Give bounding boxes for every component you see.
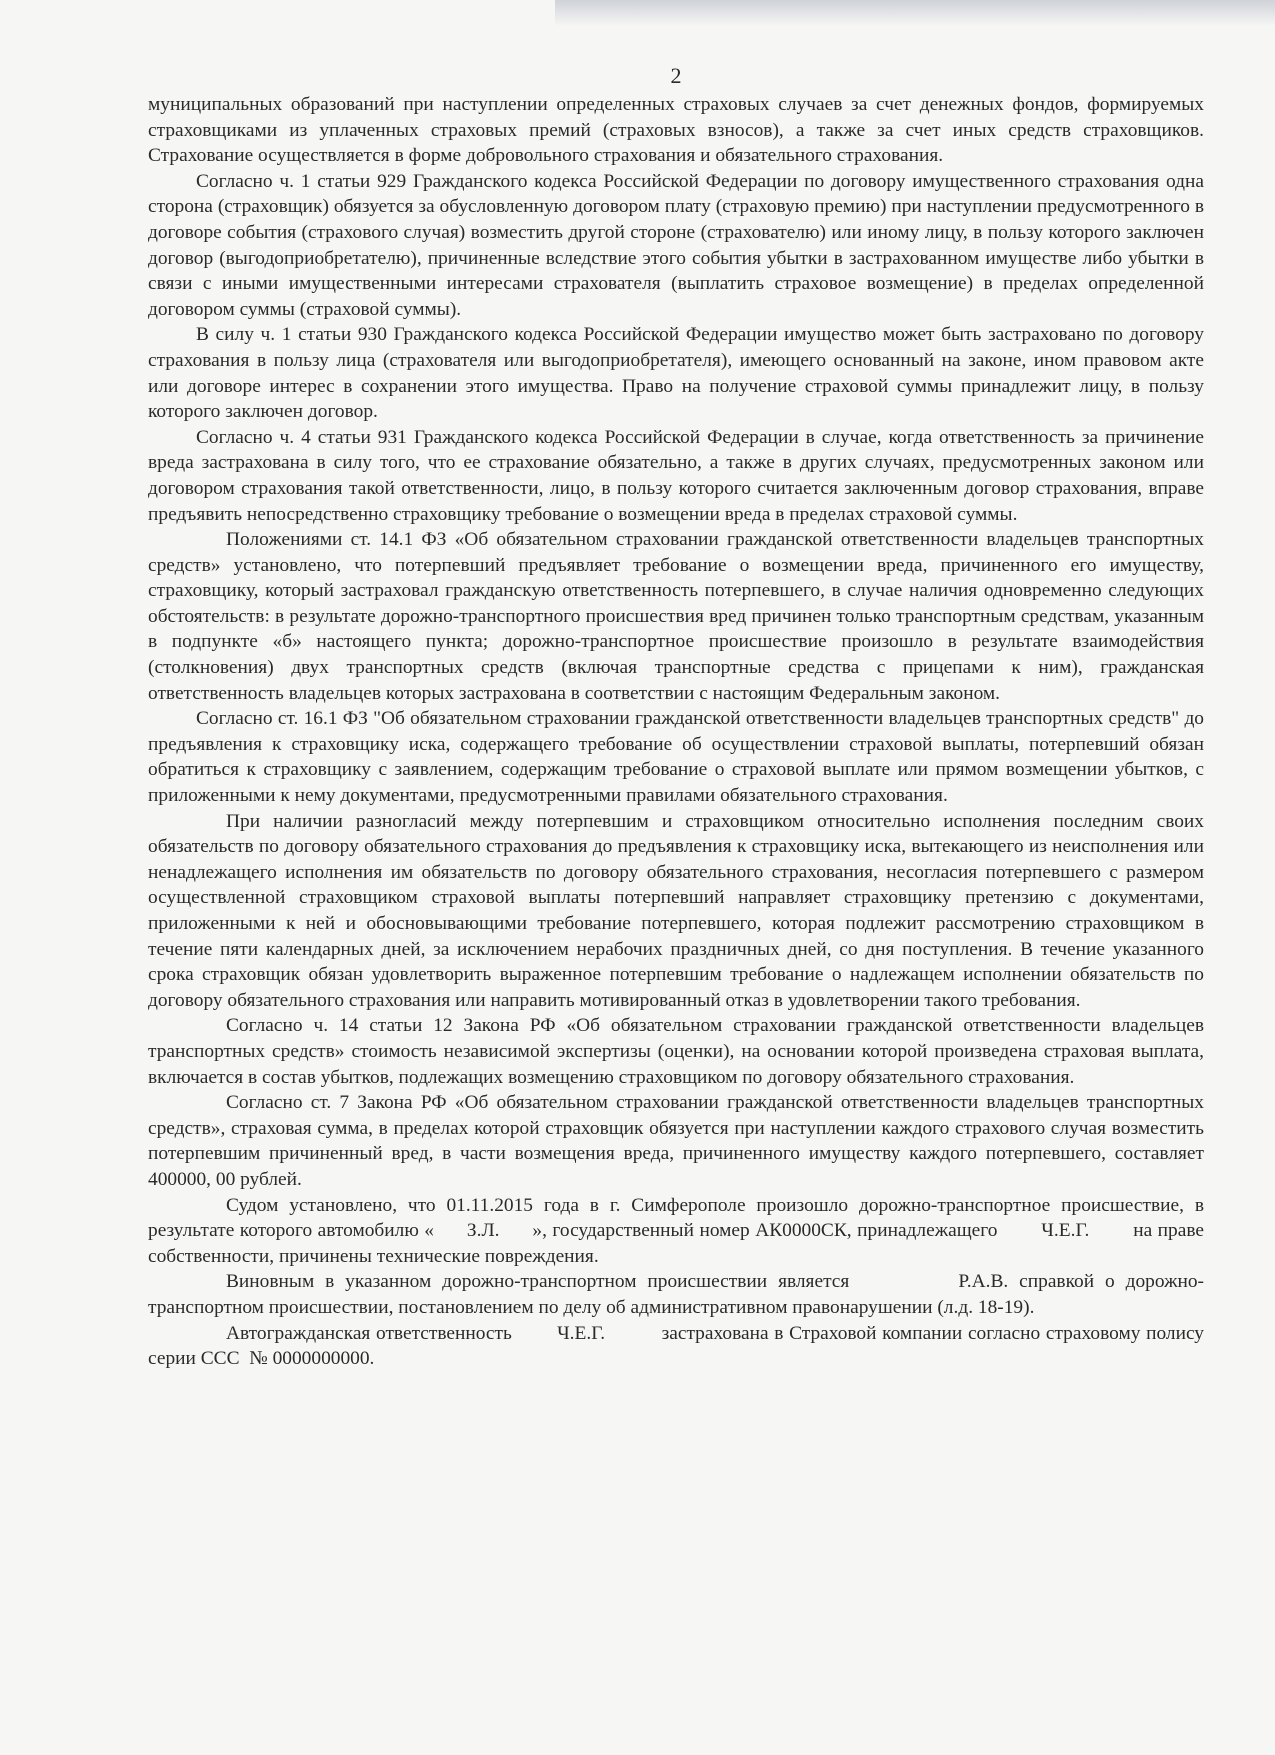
paragraph: Согласно ч. 14 статьи 12 Закона РФ «Об обязательном страховании гражданской ответственности владельцев транспортных средств» стоимость независимой экспертизы (оценки), на основании которой произведена страховая выплата, включается в состав убытков, подлежащих возмещению страховщиком по договору обязательного страхования. — [148, 1015, 1204, 1088]
paragraph: При наличии разногласий между потерпевшим и страховщиком относительно исполнения последним своих обязательств по договору обязательного страхования до предъявления к страховщику иска, вытекающего из неисполнения или ненадлежащего исполнения им обязательств по договору обязательного страхования, несогласия потерпевшего с размером осуществленной страховщиком страховой выплаты потерпевший направляет страховщику претензию с документами, приложенными к ней и обосновывающими требование потерпевшего, которая подлежит рассмотрению страховщиком в течение пяти календарных дней, за исключением нерабочих праздничных дней, со дня поступления. В течение указанного срока страховщик обязан удовлетворить выраженное потерпевшим требование о надлежащем исполнении обязательств по договору обязательного страхования или направить мотивированный отказ в удовлетворении такого требования. — [148, 810, 1204, 1011]
paragraph: Согласно ст. 7 Закона РФ «Об обязательном страховании гражданской ответственности владельцев транспортных средств», страховая сумма, в пределах которой страховщик обязуется при наступлении каждого страхового случая возместить потерпевшим причиненный вред, в части возмещения вреда, причиненного имуществу каждого потерпевшего, составляет 400000, 00 рублей. — [148, 1092, 1204, 1190]
paragraph: В силу ч. 1 статьи 930 Гражданского кодекса Российской Федерации имущество может быть застраховано по договору страхования в пользу лица (страхователя или выгодоприобретателя), имеющего основанный на законе, ином правовом акте или договоре интерес в сохранении этого имущества. Право на получение страховой суммы принадлежит лицу, в пользу которого заключен договор. — [148, 324, 1204, 423]
paragraph: Положениями ст. 14.1 ФЗ «Об обязательном страховании гражданской ответственности владельцев транспортных средств» установлено, что потерпевший предъявляет требование о возмещении вреда, причиненного его имуществу, страховщику, который застраховал гражданскую ответственность потерпевшего, в случае наличия одновременно следующих обстоятельств: в результате дорожно-транспортного происшествия вред причинен только транспортным средствам, указанным в подпункте «б» настоящего пункта; дорожно-транспортное происшествие произошло в результате взаимодействия (столкновения) двух транспортных средств (включая транспортные средства с прицепами к ним), гражданская ответственность владельцев которых застрахована в соответствии с настоящим Федеральным законом. — [148, 529, 1204, 704]
paragraph: Автогражданская ответственность Ч.Е.Г. застрахована в Страховой компании согласно страховому полису серии ССС № 0000000000. — [148, 1322, 1209, 1370]
paragraph: муниципальных образований при наступлении определенных страховых случаев за счет денежных фондов, формируемых страховщиками из уплаченных страховых премий (страховых взносов), а также за счет иных средств страховщиков. Страхование осуществляется в форме добровольного страхования и обязательного страхования. — [148, 94, 1204, 167]
paragraph: Виновным в указанном дорожно-транспортном происшествии является Р.А.В. справкой о дорожно-транспортном происшествии, постановлением по делу об административном правонарушении (л.д. 18-19). — [148, 1271, 1204, 1318]
paragraph: Согласно ч. 1 статьи 929 Гражданского кодекса Российской Федерации по договору имущественного страхования одна сторона (страховщик) обязуется за обусловленную договором плату (страховую премию) при наступлении предусмотренного в договоре события (страхового случая) возместить другой стороне (страхователю) или иному лицу, в пользу которого заключен договор (выгодоприобретателю), причиненные вследствие этого события убытки в застрахованном имуществе либо убытки в связи с иными имущественными интересами страхователя (выплатить страховое возмещение) в пределах определенной договором суммы (страховой суммы). — [148, 170, 1204, 320]
scan-edge-shadow — [555, 0, 1275, 26]
paragraph: Судом установлено, что 01.11.2015 года в г. Симферополе произошло дорожно-транспортное происшествие, в результате которого автомобилю « З.Л. », государственный номер АК0000СК, принадлежащего Ч.Е.Г. на праве собственности, причинены технические повреждения. — [148, 1194, 1209, 1267]
paragraph: Согласно ст. 16.1 ФЗ "Об обязательном страховании гражданской ответственности владельцев транспортных средств" до предъявления к страховщику иска, содержащего требование об осуществлении страховой выплаты, потерпевший обязан обратиться к страховщику с заявлением, содержащим требование о страховой выплате или прямом возмещении убытков, с приложенными к нему документами, предусмотренными правилами обязательного страхования. — [148, 708, 1204, 807]
document-body — [148, 92, 1209, 1372]
page-number: 2 — [670, 63, 682, 88]
document-page — [148, 63, 1209, 1372]
paragraph: Согласно ч. 4 статьи 931 Гражданского кодекса Российской Федерации в случае, когда ответственность за причинение вреда застрахована в силу того, что ее страхование обязательно, а также в других случаях, предусмотренных законом или договором страхования такой ответственности, лицо, в пользу которого считается заключенным договор страхования, вправе предъявить непосредственно страховщику требование о возмещении вреда в пределах страховой суммы. — [148, 426, 1204, 525]
